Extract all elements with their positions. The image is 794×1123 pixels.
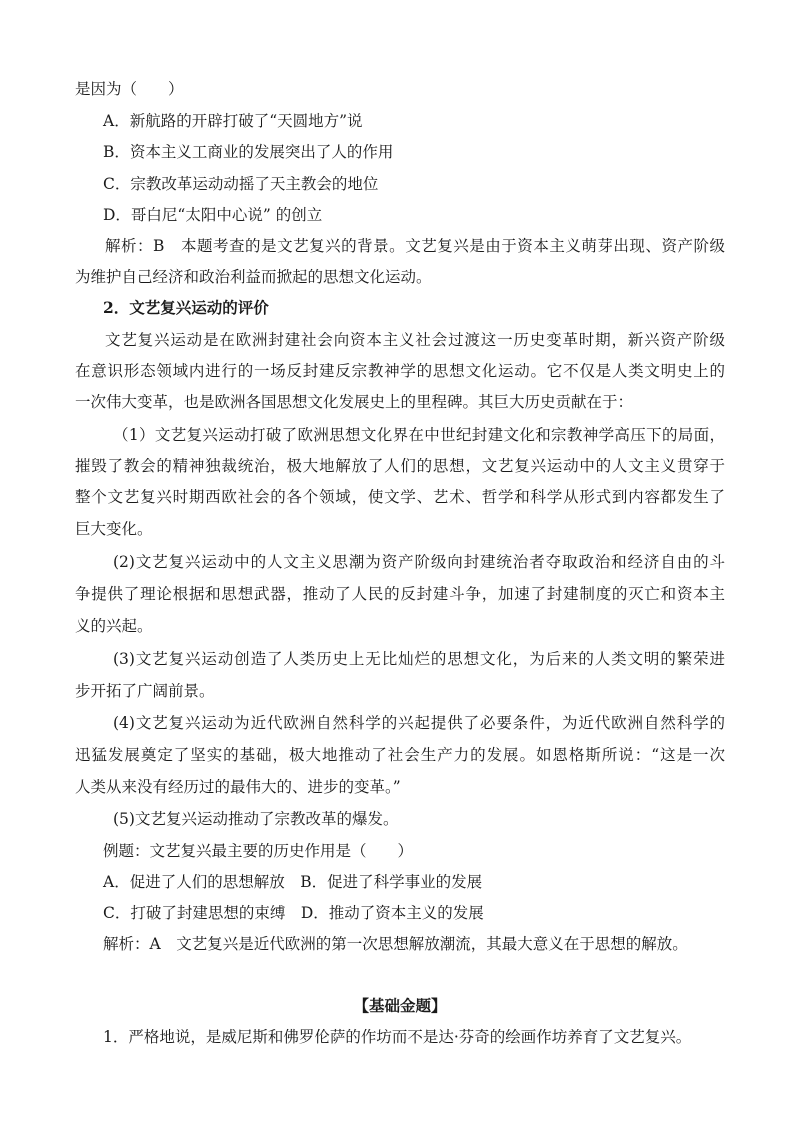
option-d: D．哥白尼“太阳中心说” 的创立 <box>103 206 323 224</box>
point-3-line-2: 步开拓了广阔前景。 <box>75 682 215 700</box>
question-tail: 是因为（ ） <box>75 80 184 98</box>
analysis-1-line-2: 为维护自己经济和政治利益而掀起的思想文化运动。 <box>75 268 432 286</box>
point-2-line-1: (2)文艺复兴运动中的人文主义思潮为资产阶级向封建统治者夺取政治和经济自由的斗 <box>113 553 725 571</box>
section-2-title: 2．文艺复兴运动的评价 <box>103 298 269 317</box>
point-2-line-3: 义的兴起。 <box>75 617 153 635</box>
point-1-line-4: 巨大变化。 <box>75 520 153 538</box>
intro-line-1: 文艺复兴运动是在欧洲封建社会向资本主义社会过渡这一历史变革时期，新兴资产阶级 <box>105 331 725 349</box>
section-heading: 【基础金题】 <box>353 996 447 1015</box>
point-4-line-1: (4)文艺复兴运动为近代欧洲自然科学的兴起提供了必要条件，为近代欧洲自然科学的 <box>113 714 725 732</box>
example-options-cd: C．打破了封建思想的束缚 D．推动了资本主义的发展 <box>103 904 484 922</box>
analysis-2: 解析：A 文艺复兴是近代欧洲的第一次思想解放潮流，其最大意义在于思想的解放。 <box>103 935 688 953</box>
example-options-ab: A．促进了人们的思想解放 B．促进了科学事业的发展 <box>103 873 483 891</box>
exercise-1: 1．严格地说，是威尼斯和佛罗伦萨的作坊而不是达·芬奇的绘画作坊养育了文艺复兴。 <box>103 1028 692 1046</box>
point-4-line-3: 人类从来没有经历过的最伟大的、进步的变革。” <box>75 778 401 796</box>
point-1-line-3: 整个文艺复兴时期西欧社会的各个领域，使文学、艺术、哲学和科学从形式到内容都发生了 <box>75 488 725 506</box>
point-1-line-2: 摧毁了教会的精神独裁统治，极大地解放了人们的思想，文艺复兴运动中的人文主义贯穿于 <box>75 457 725 475</box>
point-5: (5)文艺复兴运动推动了宗教改革的爆发。 <box>113 810 399 828</box>
point-2-line-2: 争提供了理论根据和思想武器，推动了人民的反封建斗争，加速了封建制度的灭亡和资本主 <box>75 585 725 603</box>
point-1-line-1: （1）文艺复兴运动打破了欧洲思想文化界在中世纪封建文化和宗教神学高压下的局面， <box>113 426 725 444</box>
example-question: 例题：文艺复兴最主要的历史作用是（ ） <box>103 842 414 860</box>
point-3-line-1: (3)文艺复兴运动创造了人类历史上无比灿烂的思想文化，为后来的人类文明的繁荣进 <box>113 650 725 668</box>
intro-line-2: 在意识形态领域内进行的一场反封建反宗教神学的思想文化运动。它不仅是人类文明史上的 <box>75 362 725 380</box>
option-b: B．资本主义工商业的发展突出了人的作用 <box>103 143 394 161</box>
analysis-1-line-1: 解析：B 本题考查的是文艺复兴的背景。文艺复兴是由于资本主义萌芽出现、资产阶级 <box>105 237 725 255</box>
option-a: A．新航路的开辟打破了“天圆地方”说 <box>103 112 363 130</box>
intro-line-3: 一次伟大变革，也是欧洲各国思想文化发展史上的里程碑。其巨大历史贡献在于： <box>75 393 634 411</box>
option-c: C．宗教改革运动动摇了天主教会的地位 <box>103 175 379 193</box>
point-4-line-2: 迅猛发展奠定了坚实的基础，极大地推动了社会生产力的发展。如恩格斯所说：“这是一次 <box>75 746 725 764</box>
